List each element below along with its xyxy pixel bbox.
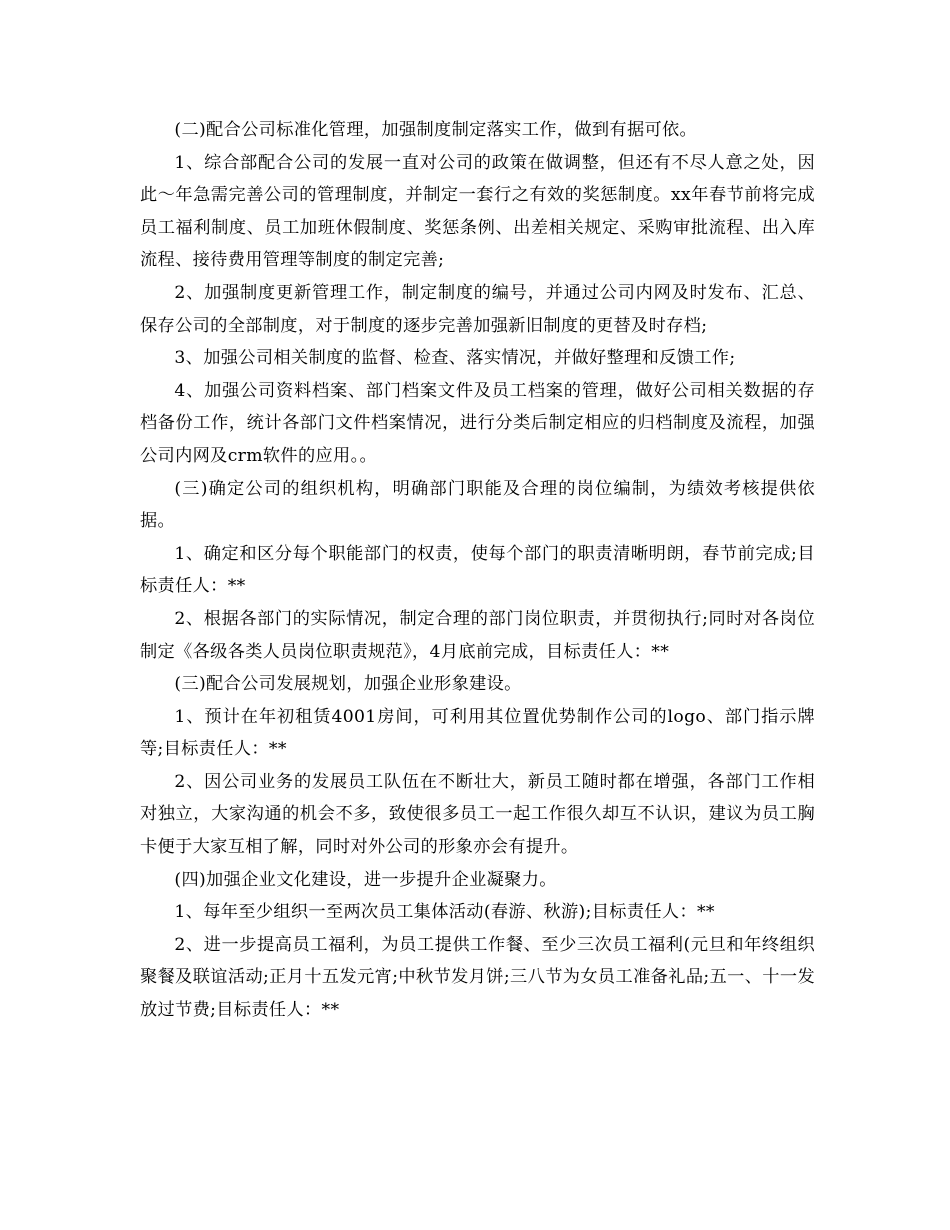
paragraph-item: 3、加强公司相关制度的监督、检查、落实情况，并做好整理和反馈工作; [174, 348, 736, 369]
paragraph-item: 1、确定和区分每个职能部门的权责，使每个部门的职责清晰明朗，春节前完成;目标责任人：** [140, 543, 815, 597]
paragraph-item: 4、加强公司资料档案、部门档案文件及员工档案的管理，做好公司相关数据的存档备份工作，统计各部门文件档案情况，进行分类后制定相应的归档制度及流程，加强公司内网及crm软件的应用。。 [140, 380, 815, 466]
section-heading-2: (二)配合公司标准化管理，加强制度制定落实工作，做到有据可依。 [174, 120, 698, 140]
paragraph-item: 1、预计在年初租赁4001房间，可利用其位置优势制作公司的logo、部门指示牌等;目标责任人：** [140, 706, 815, 760]
paragraph-item: 1、每年至少组织一至两次员工集体活动(春游、秋游);目标责任人：** [174, 902, 715, 923]
paragraph-item: 2、进一步提高员工福利，为员工提供工作餐、至少三次员工福利(元旦和年终组织聚餐及联谊活动;正月十五发元宵;中秋节发月饼;三八节为女员工准备礼品;五一、十一发放过节费;目标责任人：** [140, 934, 815, 1021]
section-heading-4: (四)加强企业文化建设，进一步提升企业凝聚力。 [174, 869, 557, 890]
paragraph-item: 1、综合部配合公司的发展一直对公司的政策在做调整，但还有不尽人意之处，因此～年急需完善公司的管理制度，并制定一套行之有效的奖惩制度。xx年春节前将完成员工福利制度、员工加班休假制度、奖惩条例、出差相关规定、采购审批流程、出入库流程、接待费用管理等制度的制定完善; [140, 152, 815, 271]
paragraph-item: 2、加强制度更新管理工作，制定制度的编号，并通过公司内网及时发布、汇总、保存公司的全部制度，对于制度的逐步完善加强新旧制度的更替及时存档; [140, 282, 815, 336]
section-heading-3a: (三)确定公司的组织机构，明确部门职能及合理的岗位编制，为绩效考核提供依据。 [140, 478, 815, 532]
paragraph-item: 2、因公司业务的发展员工队伍在不断壮大，新员工随时都在增强，各部门工作相对独立，大家沟通的机会不多，致使很多员工一起工作很久却互不认识，建议为员工胸卡便于大家互相了解，同时对外公司的形象亦会有提升。 [140, 771, 815, 858]
section-heading-3b: (三)配合公司发展规划，加强企业形象建设。 [174, 674, 522, 695]
document-body [140, 114, 815, 1027]
paragraph-item: 2、根据各部门的实际情况，制定合理的部门岗位职责，并贯彻执行;同时对各岗位制定《各级各类人员岗位职责规范》，4月底前完成，目标责任人：** [140, 608, 815, 662]
